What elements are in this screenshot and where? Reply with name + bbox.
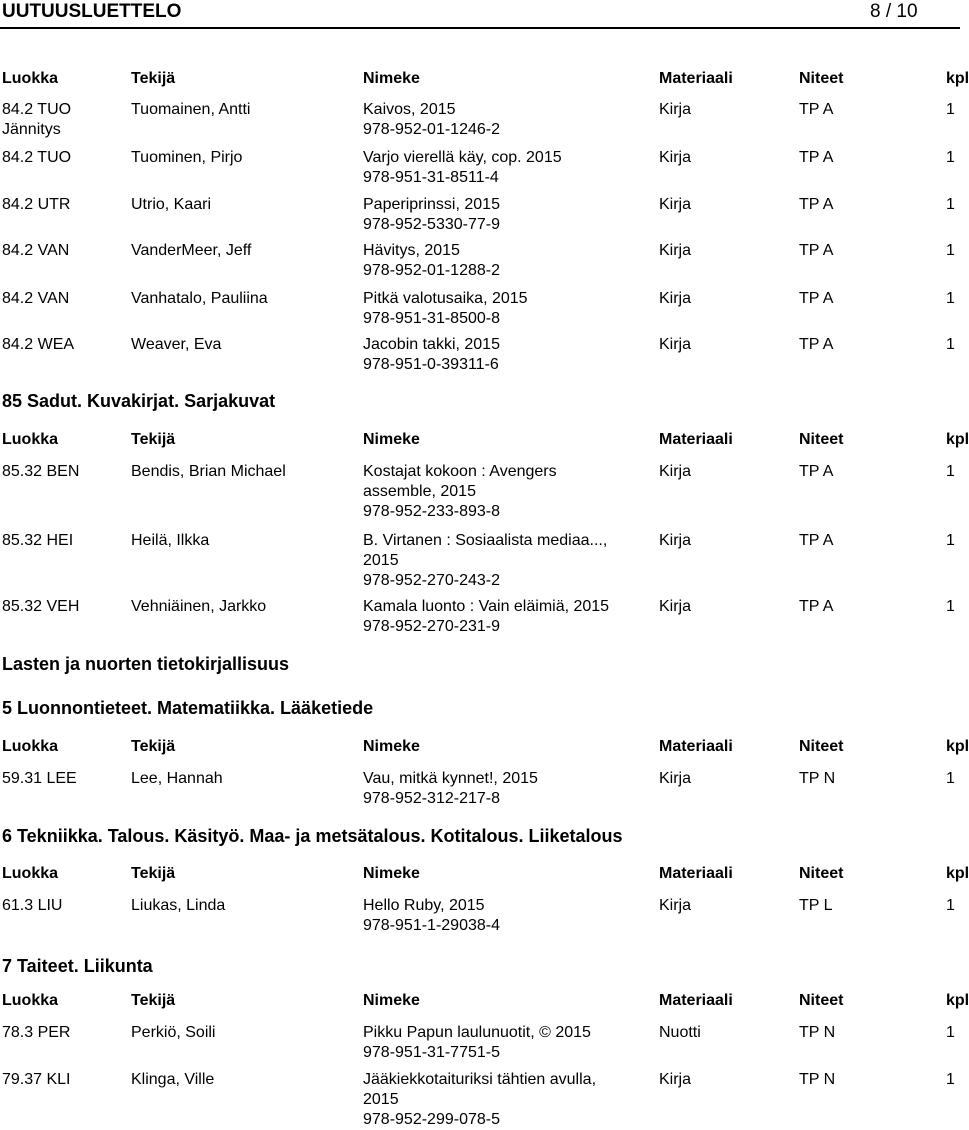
- col-tekija: Tekijä: [131, 431, 176, 448]
- row-title-cont: assemble, 2015: [363, 483, 476, 500]
- row-isbn: 978-951-1-29038-4: [363, 917, 500, 934]
- col-luokka: Luokka: [2, 738, 59, 755]
- col-niteet: Niteet: [799, 70, 844, 87]
- row-author: VanderMeer, Jeff: [131, 242, 252, 259]
- row-class: 84.2 TUO: [2, 149, 72, 166]
- col-materiaali: Materiaali: [659, 738, 733, 755]
- row-isbn: 978-952-01-1288-2: [363, 262, 500, 279]
- row-isbn: 978-952-299-078-5: [363, 1111, 500, 1128]
- row-isbn: 978-952-01-1246-2: [363, 121, 500, 138]
- row-kpl: 1: [946, 598, 955, 615]
- row-niteet: TP A: [799, 463, 834, 480]
- row-author: Klinga, Ville: [131, 1071, 215, 1088]
- row-isbn: 978-952-270-231-9: [363, 618, 500, 635]
- row-kpl: 1: [946, 149, 955, 166]
- row-niteet: TP N: [799, 1024, 836, 1041]
- row-material: Nuotti: [659, 1024, 701, 1041]
- row-kpl: 1: [946, 336, 955, 353]
- row-author: Tuomainen, Antti: [131, 101, 251, 118]
- row-material: Kirja: [659, 196, 692, 213]
- row-material: Kirja: [659, 463, 692, 480]
- row-material: Kirja: [659, 1071, 692, 1088]
- section-heading: 5 Luonnontieteet. Matematiikka. Lääketiede: [2, 698, 374, 718]
- row-class: 84.2 WEA: [2, 336, 75, 353]
- row-title: Paperiprinssi, 2015: [363, 196, 500, 213]
- col-nimeke: Nimeke: [363, 865, 420, 882]
- row-material: Kirja: [659, 532, 692, 549]
- row-title: Kaivos, 2015: [363, 101, 456, 118]
- page-number: 8 / 10: [870, 1, 918, 22]
- col-tekija: Tekijä: [131, 70, 176, 87]
- col-nimeke: Nimeke: [363, 738, 420, 755]
- row-class: 85.32 VEH: [2, 598, 80, 615]
- row-isbn: 978-952-233-893-8: [363, 503, 500, 520]
- col-kpl: kpl: [946, 431, 969, 448]
- row-niteet: TP A: [799, 242, 834, 259]
- row-kpl: 1: [946, 463, 955, 480]
- row-class: 84.2 TUO: [2, 101, 72, 118]
- row-isbn: 978-952-270-243-2: [363, 572, 500, 589]
- header-divider: [0, 27, 960, 29]
- row-kpl: 1: [946, 1071, 955, 1088]
- row-niteet: TP N: [799, 1071, 836, 1088]
- row-kpl: 1: [946, 101, 955, 118]
- col-materiaali: Materiaali: [659, 992, 733, 1009]
- section-heading: Lasten ja nuorten tietokirjallisuus: [2, 654, 290, 674]
- row-niteet: TP A: [799, 598, 834, 615]
- row-material: Kirja: [659, 101, 692, 118]
- row-author: Utrio, Kaari: [131, 196, 212, 213]
- col-kpl: kpl: [946, 738, 969, 755]
- row-niteet: TP A: [799, 336, 834, 353]
- row-class: 79.37 KLI: [2, 1071, 71, 1088]
- col-niteet: Niteet: [799, 738, 844, 755]
- row-class: 59.31 LEE: [2, 770, 77, 787]
- row-author: Lee, Hannah: [131, 770, 223, 787]
- row-author: Weaver, Eva: [131, 336, 222, 353]
- col-niteet: Niteet: [799, 865, 844, 882]
- row-class: 78.3 PER: [2, 1024, 71, 1041]
- row-author: Bendis, Brian Michael: [131, 463, 286, 480]
- col-tekija: Tekijä: [131, 992, 176, 1009]
- row-material: Kirja: [659, 598, 692, 615]
- row-class: 84.2 UTR: [2, 196, 71, 213]
- row-title: B. Virtanen : Sosiaalista mediaa...,: [363, 532, 608, 549]
- col-nimeke: Nimeke: [363, 992, 420, 1009]
- col-luokka: Luokka: [2, 70, 59, 87]
- col-niteet: Niteet: [799, 431, 844, 448]
- row-class: 84.2 VAN: [2, 290, 70, 307]
- col-materiaali: Materiaali: [659, 431, 733, 448]
- row-title: Vau, mitkä kynnet!, 2015: [363, 770, 538, 787]
- row-niteet: TP A: [799, 532, 834, 549]
- col-kpl: kpl: [946, 70, 969, 87]
- row-title: Varjo vierellä käy, cop. 2015: [363, 149, 562, 166]
- col-luokka: Luokka: [2, 865, 59, 882]
- row-kpl: 1: [946, 897, 955, 914]
- row-title: Kamala luonto : Vain eläimiä, 2015: [363, 598, 610, 615]
- row-isbn: 978-951-31-8511-4: [363, 169, 499, 186]
- row-material: Kirja: [659, 336, 692, 353]
- col-luokka: Luokka: [2, 992, 59, 1009]
- row-author: Liukas, Linda: [131, 897, 226, 914]
- row-niteet: TP N: [799, 770, 836, 787]
- row-kpl: 1: [946, 242, 955, 259]
- row-class: 85.32 BEN: [2, 463, 80, 480]
- col-tekija: Tekijä: [131, 738, 176, 755]
- row-isbn: 978-952-5330-77-9: [363, 216, 500, 233]
- section-heading: 6 Tekniikka. Talous. Käsityö. Maa- ja metsätalous. Kotitalous. Liiketalous: [2, 826, 623, 846]
- row-material: Kirja: [659, 242, 692, 259]
- row-title: Jacobin takki, 2015: [363, 336, 500, 353]
- row-kpl: 1: [946, 290, 955, 307]
- row-niteet: TP A: [799, 101, 834, 118]
- col-niteet: Niteet: [799, 992, 844, 1009]
- row-title: Jääkiekkotaituriksi tähtien avulla,: [363, 1071, 597, 1088]
- page-title: UUTUUSLUETTELO: [2, 1, 182, 22]
- row-niteet: TP L: [799, 897, 833, 914]
- row-isbn: 978-952-312-217-8: [363, 790, 500, 807]
- row-title: Kostajat kokoon : Avengers: [363, 463, 557, 480]
- row-author: Vanhatalo, Pauliina: [131, 290, 268, 307]
- col-nimeke: Nimeke: [363, 70, 420, 87]
- col-luokka: Luokka: [2, 431, 59, 448]
- row-author: Vehniäinen, Jarkko: [131, 598, 267, 615]
- row-author: Perkiö, Soili: [131, 1024, 216, 1041]
- row-material: Kirja: [659, 770, 692, 787]
- row-material: Kirja: [659, 290, 692, 307]
- row-author: Heilä, Ilkka: [131, 532, 210, 549]
- section-heading: 7 Taiteet. Liikunta: [2, 956, 153, 976]
- row-kpl: 1: [946, 196, 955, 213]
- col-materiaali: Materiaali: [659, 865, 733, 882]
- col-kpl: kpl: [946, 992, 969, 1009]
- row-author: Tuominen, Pirjo: [131, 149, 243, 166]
- row-niteet: TP A: [799, 149, 834, 166]
- row-material: Kirja: [659, 897, 692, 914]
- row-title: Hello Ruby, 2015: [363, 897, 485, 914]
- row-class: 61.3 LIU: [2, 897, 63, 914]
- row-title: Pikku Papun laulunuotit, © 2015: [363, 1024, 591, 1041]
- col-tekija: Tekijä: [131, 865, 176, 882]
- row-title: Hävitys, 2015: [363, 242, 460, 259]
- row-kpl: 1: [946, 1024, 955, 1041]
- col-materiaali: Materiaali: [659, 70, 733, 87]
- row-class-extra: Jännitys: [2, 121, 61, 138]
- row-niteet: TP A: [799, 290, 834, 307]
- row-title-cont: 2015: [363, 1091, 399, 1108]
- row-class: 84.2 VAN: [2, 242, 70, 259]
- col-kpl: kpl: [946, 865, 969, 882]
- row-class: 85.32 HEI: [2, 532, 74, 549]
- row-title: Pitkä valotusaika, 2015: [363, 290, 528, 307]
- row-kpl: 1: [946, 770, 955, 787]
- row-material: Kirja: [659, 149, 692, 166]
- row-isbn: 978-951-0-39311-6: [363, 356, 499, 373]
- section-heading: 85 Sadut. Kuvakirjat. Sarjakuvat: [2, 391, 276, 411]
- row-niteet: TP A: [799, 196, 834, 213]
- col-nimeke: Nimeke: [363, 431, 420, 448]
- row-isbn: 978-951-31-7751-5: [363, 1044, 500, 1061]
- row-isbn: 978-951-31-8500-8: [363, 310, 500, 327]
- row-kpl: 1: [946, 532, 955, 549]
- row-title-cont: 2015: [363, 552, 399, 569]
